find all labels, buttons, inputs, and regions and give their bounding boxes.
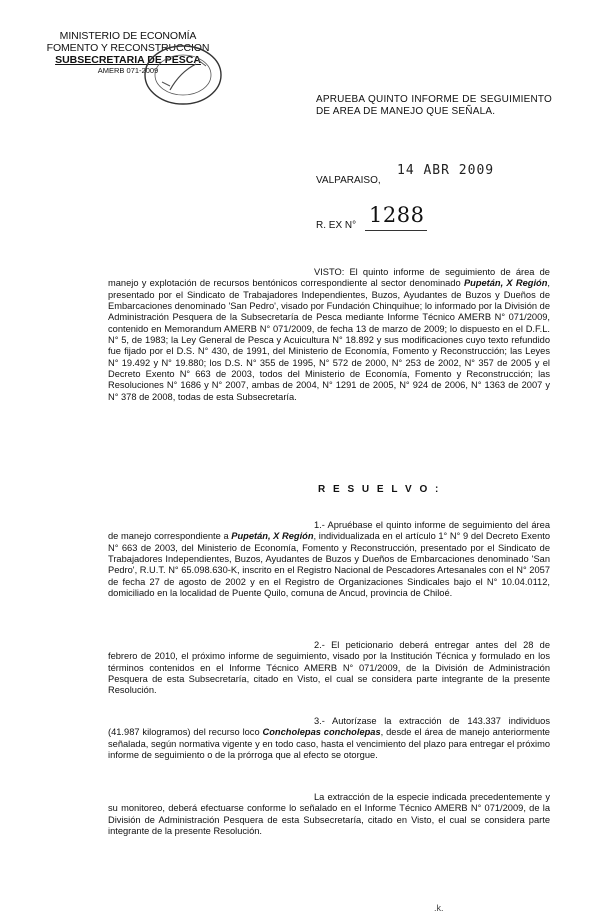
article-3-text-a: 3.- Autorízase la extracción de 143.337 individuos (41.987 kilogramos) del recurso loco (108, 716, 550, 738)
subsecretaria-line: SUBSECRETARIA DE PESCA (55, 54, 201, 66)
visto-text: El quinto informe de seguimiento de área de manejo y explotación de recursos bentónicos correspondiente al sector denominado (108, 267, 550, 289)
article-2-text: 2.- El peticionario deberá entregar antes del 28 de febrero de 2010, el próximo informe de seguimiento, visado por la Institución Técnica y formulado en los términos contenidos en el Informe Técnico AMERB N° 071/2009, de la División de Administración Pesquera de esta Subsecretaría, citado en Visto, el cual se considera parte integrante de la presente Resolución. (108, 640, 550, 696)
article-1 (108, 520, 550, 599)
resuelvo-heading: R E S U E L V O : (318, 484, 441, 495)
resolution-label: R. EX N° (316, 220, 357, 231)
visto-label: VISTO: (314, 267, 345, 277)
place-label: VALPARAISO, (316, 175, 381, 186)
article-2 (108, 640, 550, 697)
resolution-number: 1288 (369, 203, 425, 227)
article-3-text-b: , desde el área de manejo anteriormente señalada, según normativa vigente y en todo caso, hasta el vencimiento del plazo para entregar el próximo informe de seguimiento o de la prórroga que al efecto se otorgue. (108, 727, 550, 761)
visto-text-2: , presentado por el Sindicato de Trabajadores Independientes, Buzos, Ayudantes de Buzos y Dueños de Embarcaciones denominado 'San Pedro', visado por Fundación Chinquihue; lo informado por la División de Administración Pesquera de la Subsecretaría de Pesca mediante Informe Técnico AMERB N° 071/2009, contenido en Memorandum AMERB N° 071/2009, de fecha 13 de marzo de 2009; lo dispuesto en el D.F.L. N° 5, de 1983; la Ley General de Pesca y Acuicultura N° 18.892 y sus modificaciones cuyo texto refundido fue fijado por el D.S. N° 430, de 1991, del Ministerio de Economía, Fomento y Reconstrucción; las Leyes N° 19.492 y N° 19.880; los D.S. N° 355 de 1995, N° 572 de 2000, N° 253 de 2002, N° 357 de 2005 y el Decreto Exento N° 663 de 2003, todos del Ministerio de Economía, Fomento y Reconstrucción; las Resoluciones N° 1686 y N° 2007, ambas de 2004, N° 1291 de 2005, N° 924 de 2006, N° 1363 de 2007 y N° 378 de 2008, todas de esta Subsecretaría. (108, 278, 550, 402)
date-stamp: 14 ABR 2009 (397, 163, 495, 178)
article-3-continuation-text: La extracción de la especie indicada precedentemente y su monitoreo, deberá efectuarse conforme lo señalado en el Informe Técnico AMERB N° 071/2009, de la División de Administración Pesquera de esta Subsecretaría, citado en Visto, el cual se considera parte integrante de la presente Resolución. (108, 792, 550, 837)
number-underline (365, 230, 427, 231)
article-1-text-b: , individualizada en el artículo 1° N° 9 del Decreto Exento N° 663 de 2003, del Ministerio de Economía, Fomento y Reconstrucción, presentado por el Sindicato de Trabajadores Independientes, Buzos, Ayudantes de Buzos y Dueños de Embarcaciones denominado 'San Pedro', R.U.T. N° 65.098.630-K, inscrito en el Registro Nacional de Pescadores Artesanales con el N° 2057 de fecha 27 de agosto de 2002 y en el Registro de Organizaciones Sindicales bajo el N° 10.04.0112, domiciliado en la localidad de Puente Quilo, comuna de Ancud, provincia de Chiloé. (108, 531, 551, 599)
article-3-continuation (108, 792, 550, 837)
ministry-line-2: FOMENTO Y RECONSTRUCCION (46, 42, 210, 54)
document-summary: APRUEBA QUINTO INFORME DE SEGUIMIENTO DE AREA DE MANEJO QUE SEÑALA. (316, 94, 552, 117)
visto-paragraph (108, 267, 550, 403)
official-stamp-icon (140, 42, 226, 108)
article-1-text-a: 1.- Apruébase el quinto informe de seguimiento del área de manejo correspondiente a (108, 520, 550, 542)
article-1-sector: Pupetán, X Región (231, 531, 314, 542)
page-mark: .k. (434, 903, 444, 913)
ministry-line: MINISTERIO DE ECONOMÍA (59, 30, 197, 42)
reference-code: AMERB 071-2009 (97, 66, 159, 75)
visto-sector: Pupetán, X Región (463, 278, 548, 289)
article-3 (108, 716, 550, 761)
article-3-species: Concholepas concholepas (262, 727, 381, 738)
